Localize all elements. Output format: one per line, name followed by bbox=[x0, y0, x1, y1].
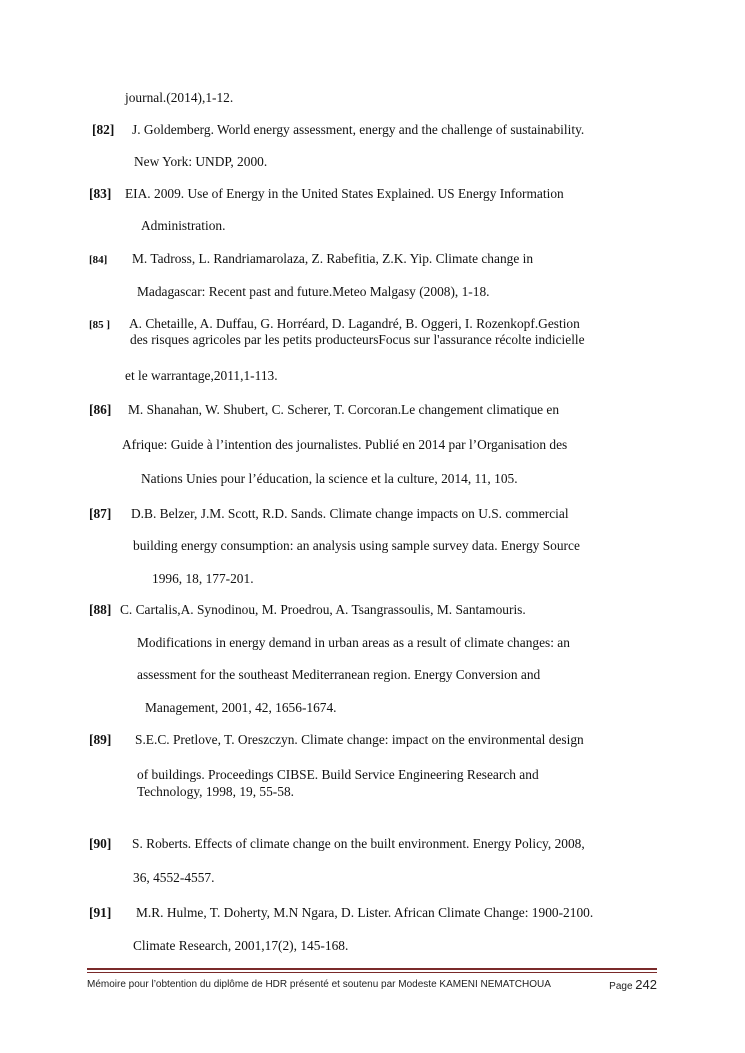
reference-line: J. Goldemberg. World energy assessment, energy and the challenge of sustainability. bbox=[132, 122, 585, 137]
reference-line: building energy consumption: an analysis using sample survey data. Energy Source bbox=[133, 538, 580, 553]
reference-number: [82] bbox=[92, 122, 115, 137]
reference-number: [91] bbox=[89, 905, 112, 920]
reference-line: 36, 4552-4557. bbox=[133, 870, 215, 885]
reference-line: assessment for the southeast Mediterranean region. Energy Conversion and bbox=[137, 667, 541, 682]
reference-line: Administration. bbox=[141, 218, 226, 233]
reference-number: [89] bbox=[89, 732, 112, 747]
footer-rule bbox=[87, 968, 657, 970]
reference-number: [84] bbox=[89, 254, 108, 266]
reference-line: EIA. 2009. Use of Energy in the United States Explained. US Energy Information bbox=[125, 186, 564, 201]
reference-line: Climate Research, 2001,17(2), 145-168. bbox=[133, 938, 349, 953]
page-label bbox=[609, 978, 657, 994]
reference-number: [85 ] bbox=[89, 319, 111, 331]
page-footer bbox=[87, 978, 657, 992]
reference-number: [87] bbox=[89, 506, 112, 521]
reference-number: [88] bbox=[89, 602, 112, 617]
footer-text: Mémoire pour l’obtention du diplôme de HDR présenté et soutenu par Modeste KAMENI NEMATCHOUA bbox=[87, 979, 551, 990]
reference-number: [83] bbox=[89, 186, 112, 201]
reference-line: et le warrantage,2011,1-113. bbox=[125, 368, 278, 383]
reference-line: Management, 2001, 42, 1656-1674. bbox=[145, 700, 337, 715]
reference-line: S. Roberts. Effects of climate change on the built environment. Energy Policy, 2008, bbox=[132, 836, 585, 851]
reference-line: M.R. Hulme, T. Doherty, M.N Ngara, D. Lister. African Climate Change: 1900-2100. bbox=[136, 905, 594, 920]
reference-line: M. Tadross, L. Randriamarolaza, Z. Rabefitia, Z.K. Yip. Climate change in bbox=[132, 251, 534, 266]
page-label-word: Page bbox=[609, 981, 633, 992]
reference-line: Madagascar: Recent past and future.Meteo Malgasy (2008), 1-18. bbox=[137, 284, 490, 299]
reference-number: [86] bbox=[89, 402, 112, 417]
reference-line: 1996, 18, 177-201. bbox=[152, 571, 254, 586]
reference-number: [90] bbox=[89, 836, 112, 851]
reference-line: D.B. Belzer, J.M. Scott, R.D. Sands. Climate change impacts on U.S. commercial bbox=[131, 506, 569, 521]
reference-line: journal.(2014),1-12. bbox=[125, 90, 234, 105]
reference-line: M. Shanahan, W. Shubert, C. Scherer, T. Corcoran.Le changement climatique en bbox=[128, 402, 560, 417]
footer-rule bbox=[87, 972, 657, 973]
reference-line: A. Chetaille, A. Duffau, G. Horréard, D. Lagandré, B. Oggeri, I. Rozenkopf.Gestion bbox=[129, 316, 580, 331]
reference-line: Afrique: Guide à l’intention des journalistes. Publié en 2014 par l’Organisation des bbox=[122, 437, 568, 452]
reference-line: S.E.C. Pretlove, T. Oreszczyn. Climate change: impact on the environmental design bbox=[135, 732, 584, 747]
reference-line: Modifications in energy demand in urban areas as a result of climate changes: an bbox=[137, 635, 570, 650]
reference-line: Technology, 1998, 19, 55-58. bbox=[137, 784, 294, 799]
reference-line: des risques agricoles par les petits producteursFocus sur l'assurance récolte indicielle bbox=[130, 332, 585, 347]
reference-line: C. Cartalis,A. Synodinou, M. Proedrou, A. Tsangrassoulis, M. Santamouris. bbox=[120, 602, 526, 617]
reference-line: New York: UNDP, 2000. bbox=[134, 154, 268, 169]
reference-line: Nations Unies pour l’éducation, la science et la culture, 2014, 11, 105. bbox=[141, 471, 518, 486]
reference-line: of buildings. Proceedings CIBSE. Build Service Engineering Research and bbox=[137, 767, 539, 782]
page-number: 242 bbox=[635, 977, 657, 992]
